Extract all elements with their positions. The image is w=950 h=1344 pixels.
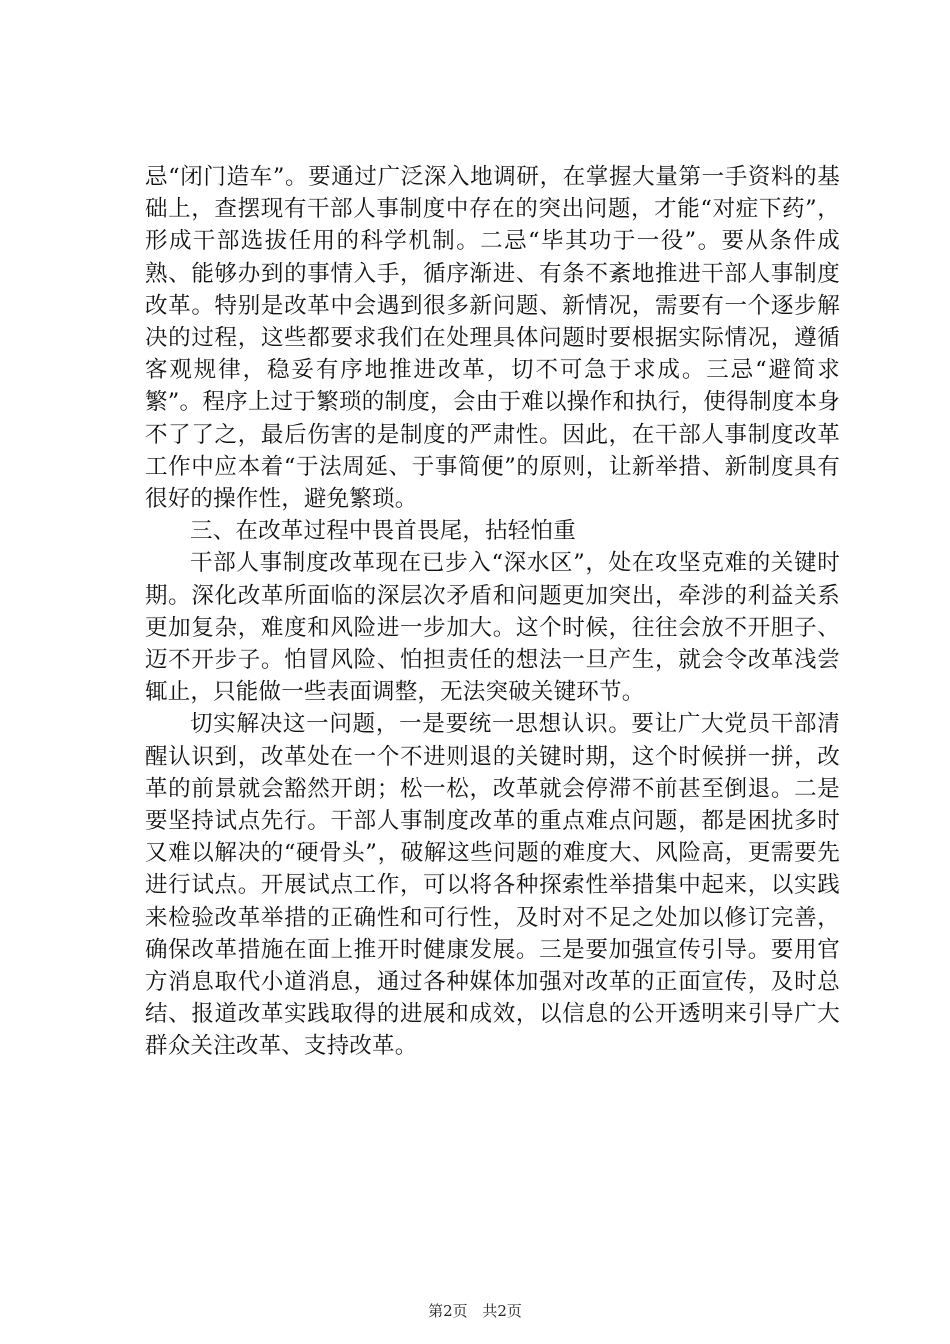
paragraph-continued: 忌“闭门造车”。要通过广泛深入地调研，在掌握大量第一手资料的基础上，查摆现有干部人事制度中存在的突出问题，才能“对症下药”，形成干部选拔任用的科学机制。二忌“毕其功于一役”。要从条件成熟、能够办到的事情入手，循序渐进、有条不紊地推进干部人事制度改革。特别是改革中会遇到很多新问题、新情况，需要有一个逐步解决的过程，这些都要求我们在处理具体问题时要根据实际情况，遵循客观规律，稳妥有序地推进改革，切不可急于求成。三忌“避简求繁”。程序上过于繁琐的制度，会由于难以操作和执行，使得制度本身不了了之，最后伤害的是制度的严肃性。因此，在干部人事制度改革工作中应本着“于法周延、于事简便”的原则，让新举措、新制度具有很好的操作性，避免繁琐。 <box>145 164 840 513</box>
section-heading: 三、在改革过程中畏首畏尾，拈轻怕重 <box>190 518 576 545</box>
paragraph: 切实解决这一问题，一是要统一思想认识。要让广大党员干部清醒认识到，改革处在一个不进则退的关键时期，这个时候拼一拼，改革的前景就会豁然开朗；松一松，改革就会停滞不前甚至倒退。二是要坚持试点先行。干部人事制度改革的重点难点问题，都是困扰多时又难以解决的“硬骨头”，破解这些问题的难度大、风险高，更需要先进行试点。开展试点工作，可以将各种探索性举措集中起来，以实践来检验改革举措的正确性和可行性，及时对不足之处加以修订完善，确保改革措施在面上推开时健康发展。三是要加强宣传引导。要用官方消息取代小道消息，通过各种媒体加强对改革的正面宣传，及时总结、报道改革实践取得的进展和成效，以信息的公开透明来引导广大群众关注改革、支持改革。 <box>145 711 840 1060</box>
document-body <box>145 161 840 1063</box>
page-total: 共2页 <box>482 1302 522 1320</box>
paragraph: 干部人事制度改革现在已步入“深水区”，处在攻坚克难的关键时期。深化改革所面临的深层次矛盾和问题更加突出，牵涉的利益关系更加复杂，难度和风险进一步加大。这个时候，往往会放不开胆子、迈不开步子。怕冒风险、怕担责任的想法一旦产生，就会令改革浅尝辄止，只能做一些表面调整，无法突破关键环节。 <box>145 550 840 706</box>
page-footer <box>0 1301 950 1321</box>
page-number: 第2页 <box>428 1302 468 1320</box>
